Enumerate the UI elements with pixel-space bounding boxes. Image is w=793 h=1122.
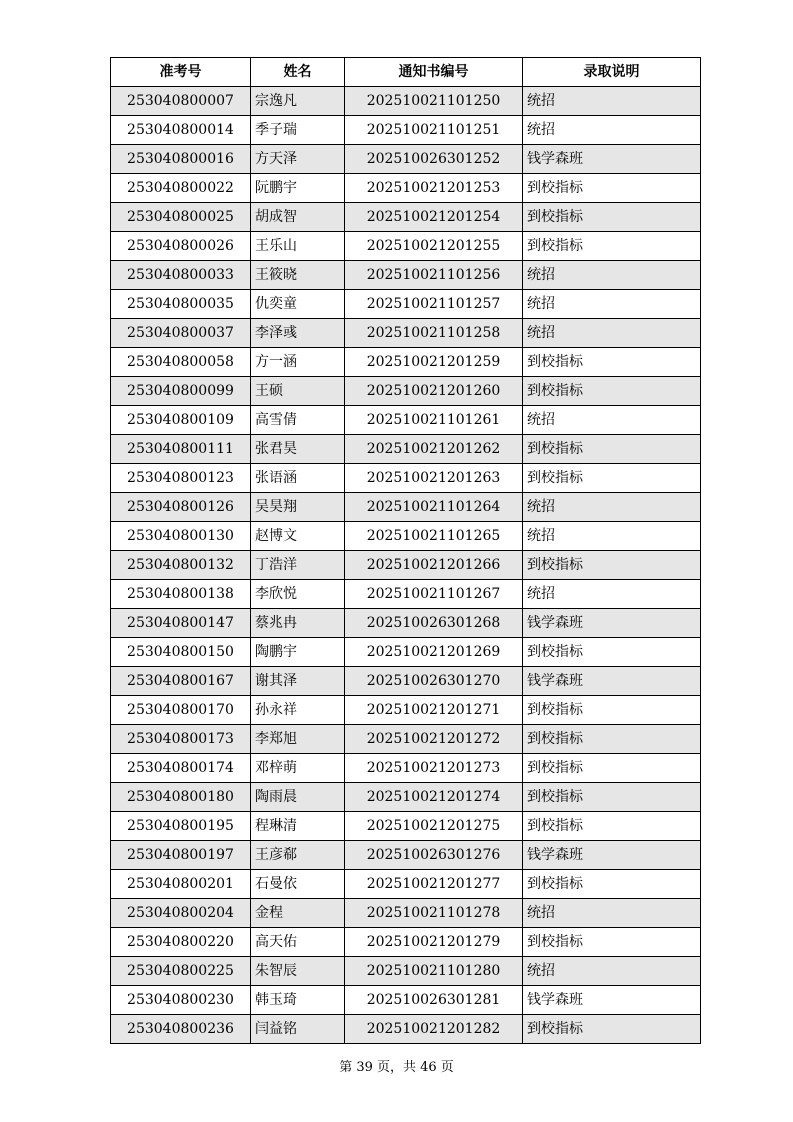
student-name-cell: 金程	[251, 899, 345, 928]
table-row	[111, 87, 701, 116]
exam-number-cell: 253040800014	[111, 116, 251, 145]
notice-number-cell: 202510021201255	[345, 232, 523, 261]
notice-number-cell: 202510021201259	[345, 348, 523, 377]
admission-note-cell: 统招	[523, 261, 701, 290]
admission-note-cell: 到校指标	[523, 551, 701, 580]
notice-number-cell: 202510021201269	[345, 638, 523, 667]
exam-number-cell: 253040800150	[111, 638, 251, 667]
admission-note-cell: 统招	[523, 580, 701, 609]
table-row	[111, 812, 701, 841]
table-row	[111, 377, 701, 406]
table-row	[111, 261, 701, 290]
table-row	[111, 203, 701, 232]
student-name-cell: 石曼依	[251, 870, 345, 899]
notice-number-cell: 202510021101267	[345, 580, 523, 609]
student-name-cell: 孙永祥	[251, 696, 345, 725]
notice-number-cell: 202510021201273	[345, 754, 523, 783]
notice-number-cell: 202510021101256	[345, 261, 523, 290]
header-exam-number: 准考号	[111, 58, 251, 87]
admission-note-cell: 到校指标	[523, 638, 701, 667]
table-row	[111, 986, 701, 1015]
student-name-cell: 吴昊翔	[251, 493, 345, 522]
admission-note-cell: 到校指标	[523, 754, 701, 783]
exam-number-cell: 253040800167	[111, 667, 251, 696]
student-name-cell: 闫益铭	[251, 1015, 345, 1044]
notice-number-cell: 202510021201254	[345, 203, 523, 232]
exam-number-cell: 253040800058	[111, 348, 251, 377]
table-header-row	[111, 58, 701, 87]
exam-number-cell: 253040800026	[111, 232, 251, 261]
student-name-cell: 张君昊	[251, 435, 345, 464]
table-row	[111, 667, 701, 696]
notice-number-cell: 202510021201282	[345, 1015, 523, 1044]
admission-note-cell: 到校指标	[523, 696, 701, 725]
student-name-cell: 谢其泽	[251, 667, 345, 696]
table-body	[111, 87, 701, 1044]
student-name-cell: 邓梓萌	[251, 754, 345, 783]
notice-number-cell: 202510026301281	[345, 986, 523, 1015]
table-row	[111, 725, 701, 754]
table-row	[111, 870, 701, 899]
student-name-cell: 朱智辰	[251, 957, 345, 986]
admission-note-cell: 到校指标	[523, 783, 701, 812]
table-row	[111, 1015, 701, 1044]
table-row	[111, 145, 701, 174]
admission-note-cell: 统招	[523, 319, 701, 348]
admission-note-cell: 统招	[523, 406, 701, 435]
header-admission-note: 录取说明	[523, 58, 701, 87]
admission-note-cell: 到校指标	[523, 435, 701, 464]
admission-note-cell: 到校指标	[523, 464, 701, 493]
exam-number-cell: 253040800201	[111, 870, 251, 899]
table-row	[111, 116, 701, 145]
admission-note-cell: 钱学森班	[523, 609, 701, 638]
admission-note-cell: 到校指标	[523, 348, 701, 377]
table-row	[111, 290, 701, 319]
admission-note-cell: 到校指标	[523, 232, 701, 261]
student-name-cell: 张语涵	[251, 464, 345, 493]
exam-number-cell: 253040800195	[111, 812, 251, 841]
table-row	[111, 754, 701, 783]
table-row	[111, 232, 701, 261]
admission-note-cell: 统招	[523, 522, 701, 551]
table-row	[111, 841, 701, 870]
student-name-cell: 李泽彧	[251, 319, 345, 348]
table-row	[111, 928, 701, 957]
exam-number-cell: 253040800109	[111, 406, 251, 435]
table-row	[111, 638, 701, 667]
student-name-cell: 赵博文	[251, 522, 345, 551]
student-name-cell: 陶雨晨	[251, 783, 345, 812]
exam-number-cell: 253040800035	[111, 290, 251, 319]
table-row	[111, 174, 701, 203]
admission-note-cell: 统招	[523, 87, 701, 116]
notice-number-cell: 202510021101261	[345, 406, 523, 435]
student-name-cell: 胡成智	[251, 203, 345, 232]
notice-number-cell: 202510021201275	[345, 812, 523, 841]
student-name-cell: 程琳清	[251, 812, 345, 841]
admission-note-cell: 钱学森班	[523, 145, 701, 174]
admission-note-cell: 统招	[523, 957, 701, 986]
exam-number-cell: 253040800138	[111, 580, 251, 609]
exam-number-cell: 253040800099	[111, 377, 251, 406]
admission-note-cell: 到校指标	[523, 377, 701, 406]
admission-note-cell: 统招	[523, 116, 701, 145]
student-name-cell: 王乐山	[251, 232, 345, 261]
student-name-cell: 王彦郗	[251, 841, 345, 870]
table-row	[111, 609, 701, 638]
notice-number-cell: 202510026301276	[345, 841, 523, 870]
admission-note-cell: 统招	[523, 899, 701, 928]
admission-table-container	[110, 57, 700, 1044]
exam-number-cell: 253040800123	[111, 464, 251, 493]
student-name-cell: 李郑旭	[251, 725, 345, 754]
admission-note-cell: 到校指标	[523, 1015, 701, 1044]
student-name-cell: 李欣悦	[251, 580, 345, 609]
notice-number-cell: 202510021101251	[345, 116, 523, 145]
admission-note-cell: 钱学森班	[523, 841, 701, 870]
student-name-cell: 王硕	[251, 377, 345, 406]
header-notice-number: 通知书编号	[345, 58, 523, 87]
table-row	[111, 435, 701, 464]
admission-note-cell: 到校指标	[523, 725, 701, 754]
notice-number-cell: 202510021201266	[345, 551, 523, 580]
admission-note-cell: 到校指标	[523, 870, 701, 899]
exam-number-cell: 253040800033	[111, 261, 251, 290]
table-row	[111, 580, 701, 609]
exam-number-cell: 253040800016	[111, 145, 251, 174]
student-name-cell: 高天佑	[251, 928, 345, 957]
notice-number-cell: 202510026301268	[345, 609, 523, 638]
student-name-cell: 蔡兆冉	[251, 609, 345, 638]
exam-number-cell: 253040800132	[111, 551, 251, 580]
student-name-cell: 丁浩洋	[251, 551, 345, 580]
table-row	[111, 522, 701, 551]
student-name-cell: 陶鹏宇	[251, 638, 345, 667]
exam-number-cell: 253040800111	[111, 435, 251, 464]
exam-number-cell: 253040800236	[111, 1015, 251, 1044]
notice-number-cell: 202510026301252	[345, 145, 523, 174]
student-name-cell: 仇奕童	[251, 290, 345, 319]
student-name-cell: 方一涵	[251, 348, 345, 377]
admission-note-cell: 钱学森班	[523, 986, 701, 1015]
admission-note-cell: 到校指标	[523, 812, 701, 841]
admission-note-cell: 到校指标	[523, 928, 701, 957]
student-name-cell: 宗逸凡	[251, 87, 345, 116]
student-name-cell: 高雪倩	[251, 406, 345, 435]
notice-number-cell: 202510021201260	[345, 377, 523, 406]
exam-number-cell: 253040800130	[111, 522, 251, 551]
notice-number-cell: 202510021101265	[345, 522, 523, 551]
table-row	[111, 551, 701, 580]
notice-number-cell: 202510021101258	[345, 319, 523, 348]
notice-number-cell: 202510021201272	[345, 725, 523, 754]
table-row	[111, 899, 701, 928]
table-row	[111, 783, 701, 812]
notice-number-cell: 202510021101278	[345, 899, 523, 928]
student-name-cell: 王筱晓	[251, 261, 345, 290]
exam-number-cell: 253040800022	[111, 174, 251, 203]
exam-number-cell: 253040800025	[111, 203, 251, 232]
notice-number-cell: 202510021201263	[345, 464, 523, 493]
admission-table	[110, 57, 701, 1044]
notice-number-cell: 202510021101250	[345, 87, 523, 116]
admission-note-cell: 到校指标	[523, 203, 701, 232]
student-name-cell: 韩玉琦	[251, 986, 345, 1015]
admission-note-cell: 统招	[523, 290, 701, 319]
table-row	[111, 406, 701, 435]
exam-number-cell: 253040800220	[111, 928, 251, 957]
student-name-cell: 季子瑞	[251, 116, 345, 145]
exam-number-cell: 253040800174	[111, 754, 251, 783]
notice-number-cell: 202510026301270	[345, 667, 523, 696]
table-row	[111, 493, 701, 522]
notice-number-cell: 202510021201279	[345, 928, 523, 957]
student-name-cell: 阮鹏宇	[251, 174, 345, 203]
table-row	[111, 464, 701, 493]
table-row	[111, 696, 701, 725]
admission-note-cell: 统招	[523, 493, 701, 522]
exam-number-cell: 253040800007	[111, 87, 251, 116]
exam-number-cell: 253040800230	[111, 986, 251, 1015]
notice-number-cell: 202510021101264	[345, 493, 523, 522]
exam-number-cell: 253040800173	[111, 725, 251, 754]
notice-number-cell: 202510021201277	[345, 870, 523, 899]
student-name-cell: 方天泽	[251, 145, 345, 174]
exam-number-cell: 253040800147	[111, 609, 251, 638]
table-row	[111, 319, 701, 348]
exam-number-cell: 253040800037	[111, 319, 251, 348]
exam-number-cell: 253040800126	[111, 493, 251, 522]
page-footer: 第 39 页，共 46 页	[339, 1060, 454, 1075]
table-row	[111, 348, 701, 377]
exam-number-cell: 253040800204	[111, 899, 251, 928]
admission-note-cell: 到校指标	[523, 174, 701, 203]
header-name: 姓名	[251, 58, 345, 87]
notice-number-cell: 202510021201262	[345, 435, 523, 464]
admission-note-cell: 钱学森班	[523, 667, 701, 696]
table-row	[111, 957, 701, 986]
notice-number-cell: 202510021201274	[345, 783, 523, 812]
exam-number-cell: 253040800180	[111, 783, 251, 812]
exam-number-cell: 253040800170	[111, 696, 251, 725]
notice-number-cell: 202510021201253	[345, 174, 523, 203]
notice-number-cell: 202510021101257	[345, 290, 523, 319]
notice-number-cell: 202510021201271	[345, 696, 523, 725]
notice-number-cell: 202510021101280	[345, 957, 523, 986]
exam-number-cell: 253040800197	[111, 841, 251, 870]
exam-number-cell: 253040800225	[111, 957, 251, 986]
